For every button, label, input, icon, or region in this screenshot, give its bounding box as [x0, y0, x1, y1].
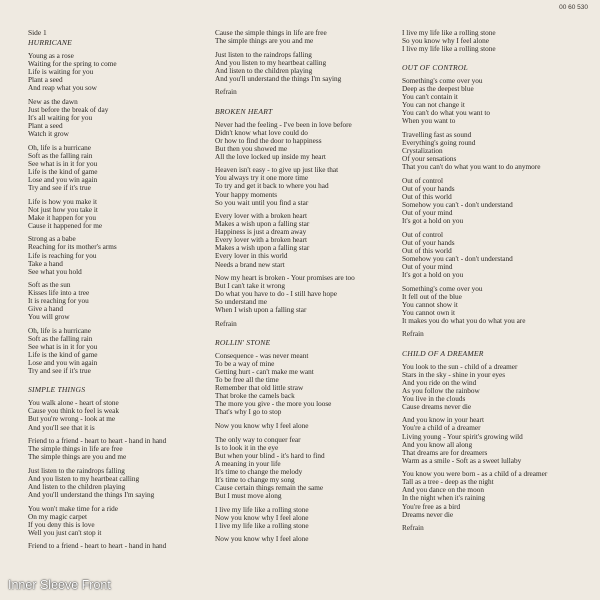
- lyric-line: Crystalization: [402, 147, 443, 156]
- song-block: [28, 39, 208, 375]
- lyric-line: Just before the break of day: [28, 105, 109, 114]
- song-title: HURRICANE: [28, 38, 72, 48]
- lyric-line: It's time to change my song: [215, 475, 295, 484]
- lyric-stanza: [215, 535, 395, 543]
- lyric-line: That you can't do what you want to do anymore: [402, 163, 541, 172]
- lyric-line: You can't do what you want to: [402, 109, 490, 118]
- lyric-line: Soft as the falling rain: [28, 335, 93, 344]
- lyric-line: Your happy moments: [215, 190, 278, 199]
- lyric-line: And reap what you sow: [28, 84, 97, 93]
- lyric-stanza: [215, 29, 395, 45]
- side-label: Side 1: [28, 28, 47, 37]
- lyric-line: Take a hand: [28, 259, 63, 268]
- lyric-line: Didn't know what love could do: [215, 128, 308, 137]
- lyric-line: If you deny this is love: [28, 520, 95, 529]
- lyric-line: Kisses life into a tree: [28, 289, 90, 298]
- lyric-line: But I can't take it wrong: [215, 282, 285, 291]
- lyric-line: Soft as the sun: [28, 281, 71, 290]
- lyric-line: And listen to the children playing: [215, 66, 313, 75]
- lyric-stanza: [28, 399, 208, 431]
- lyric-line: So understand me: [215, 298, 267, 307]
- lyric-line: All the love locked up inside my heart: [215, 152, 326, 161]
- lyric-line: Cause it happened for me: [28, 221, 103, 230]
- lyric-line: The only way to conquer fear: [215, 435, 301, 444]
- lyric-line: Out of control: [402, 230, 444, 239]
- lyric-line: Plant a seed: [28, 122, 63, 131]
- lyric-line: Friend to a friend - heart to heart - hand in hand: [28, 437, 167, 446]
- lyric-line: It is reaching for you: [28, 297, 89, 306]
- lyric-stanza: [402, 131, 600, 171]
- lyric-line: Every lover with a broken heart: [215, 212, 307, 221]
- lyric-stanza: [215, 51, 395, 83]
- lyric-line: And you'll understand the things I'm saying: [28, 491, 155, 500]
- lyric-stanza: [402, 470, 600, 518]
- lyric-line: See what is in it for you: [28, 159, 98, 168]
- lyric-line: Lose and you win again: [28, 175, 98, 184]
- lyric-line: Out of your mind: [402, 262, 453, 271]
- lyric-line: Living young - Your spirit's growing wild: [402, 432, 523, 441]
- lyric-line: As you follow the rainbow: [402, 386, 480, 395]
- lyric-line: Well you just can't stop it: [28, 528, 102, 537]
- refrain-marker: Refrain: [402, 524, 424, 533]
- lyric-line: So you wait until you find a star: [215, 198, 309, 207]
- lyric-line: And you dance on the moon: [402, 486, 484, 495]
- song-title: OUT OF CONTROL: [402, 63, 468, 73]
- lyric-line: You're free as a bird: [402, 502, 461, 511]
- lyric-line: Makes a wish upon a falling star: [215, 220, 310, 229]
- inner-sleeve-label: Inner Sleeve Front: [8, 578, 111, 592]
- lyric-line: You can not change it: [402, 101, 465, 110]
- lyric-line: It's got a hold on you: [402, 217, 464, 226]
- lyric-line: You won't make time for a ride: [28, 504, 118, 513]
- lyric-line: See what is in it for you: [28, 343, 98, 352]
- lyric-line: I live my life like a rolling stone: [215, 521, 309, 530]
- lyric-line: Life is waiting for you: [28, 68, 94, 77]
- lyric-line: Out of your hands: [402, 238, 455, 247]
- lyric-stanza: [215, 422, 395, 430]
- lyric-stanza: [28, 144, 208, 192]
- lyric-line: Cause certain things remain the same: [215, 483, 324, 492]
- lyric-line: But then you showed me: [215, 144, 288, 153]
- lyric-line: Oh, life is a hurricane: [28, 143, 92, 152]
- lyric-stanza: [28, 467, 208, 499]
- lyric-line: And you know all along: [402, 440, 473, 449]
- lyric-line: That's why I go to stop: [215, 408, 282, 417]
- song-title: CHILD OF A DREAMER: [402, 348, 484, 358]
- lyric-line: The simple things are you and me: [215, 37, 314, 46]
- lyric-line: Every lover in this world: [215, 252, 288, 261]
- lyric-stanza: [402, 29, 600, 53]
- lyric-line: Life is the kind of game: [28, 351, 98, 360]
- lyric-line: Everything's going round: [402, 139, 476, 148]
- lyric-line: You live in the clouds: [402, 394, 466, 403]
- lyric-line: Soft as the falling rain: [28, 151, 93, 160]
- lyric-line: Somehow you can't - don't understand: [402, 254, 513, 263]
- lyric-line: And you'll understand the things I'm saying: [215, 74, 342, 83]
- lyric-stanza: [28, 327, 208, 375]
- lyric-line: It's all waiting for you: [28, 114, 93, 123]
- lyric-line: I live my life like a rolling stone: [402, 45, 496, 54]
- lyric-line: To be free all the time: [215, 376, 279, 385]
- lyric-line: Out of your mind: [402, 209, 453, 218]
- lyric-stanza: [215, 352, 395, 416]
- lyric-line: Now you know why I feel alone: [215, 422, 309, 431]
- lyric-line: Travelling fast as sound: [402, 131, 472, 140]
- catalog-number: 00 60 530: [559, 4, 588, 11]
- lyric-line: But I must move along: [215, 492, 282, 500]
- lyric-line: Deep as the deepest blue: [402, 85, 474, 94]
- lyric-line: Reaching for its mother's arms: [28, 243, 117, 252]
- lyric-line: Stars in the sky - shine in your eyes: [402, 370, 506, 379]
- song-title: BROKEN HEART: [215, 106, 273, 116]
- lyric-line: Just listen to the raindrops falling: [215, 50, 312, 59]
- lyric-line: Just listen to the raindrops falling: [28, 466, 125, 475]
- lyric-stanza: [402, 177, 600, 225]
- lyric-line: Give a hand: [28, 305, 64, 314]
- song-title: ROLLIN' STONE: [215, 338, 271, 348]
- lyric-line: On my magic carpet: [28, 512, 87, 521]
- lyrics-column-1: [28, 29, 208, 562]
- lyric-line: And you listen to my heartbeat calling: [28, 474, 140, 483]
- lyric-line: And you listen to my heartbeat calling: [215, 58, 327, 67]
- lyric-line: Out of this world: [402, 192, 452, 201]
- lyric-line: Waiting for the spring to come: [28, 60, 117, 69]
- lyric-line: Watch it grow: [28, 130, 69, 139]
- lyric-line: Out of your hands: [402, 184, 455, 193]
- lyric-line: Out of control: [402, 176, 444, 185]
- lyric-line: It fell out of the blue: [402, 292, 462, 301]
- lyric-stanza: [215, 436, 395, 500]
- song-block: [215, 29, 395, 97]
- lyric-line: Friend to a friend - heart to heart - hand in hand: [28, 542, 167, 551]
- lyric-line: Never had the feeling - I've been in love before: [215, 120, 352, 129]
- lyric-line: Not just how you take it: [28, 205, 98, 214]
- song-block: [402, 29, 600, 53]
- lyric-line: Do what you have to do - I still have hope: [215, 290, 338, 299]
- lyric-line: It's time to change the melody: [215, 467, 303, 476]
- lyric-line: Make it happen for you: [28, 213, 97, 222]
- lyric-line: You will grow: [28, 313, 70, 322]
- lyric-stanza: [215, 121, 395, 161]
- lyric-line: That dreams are for dreamers: [402, 448, 488, 457]
- lyric-line: Now you know why I feel alone: [215, 535, 309, 544]
- lyric-stanza: [215, 506, 395, 530]
- lyric-line: I live my life like a rolling stone: [215, 505, 309, 514]
- lyric-line: But you're wrong - look at me: [28, 415, 116, 424]
- lyric-line: And you ride on the wind: [402, 378, 477, 387]
- lyric-line: Makes a wish upon a falling star: [215, 244, 310, 253]
- lyric-line: Cause you think to feel is weak: [28, 407, 120, 416]
- lyric-stanza: [215, 166, 395, 206]
- lyric-line: Tall as a tree - deep as the night: [402, 478, 494, 487]
- lyric-line: You can't contain it: [402, 93, 458, 102]
- lyric-stanza: [28, 235, 208, 275]
- lyric-stanza: [402, 231, 600, 279]
- lyric-stanza: [402, 285, 600, 325]
- lyric-line: A meaning in your life: [215, 459, 281, 468]
- lyric-line: See what you hold: [28, 267, 82, 276]
- lyric-line: Or how to find the door to happiness: [215, 136, 322, 145]
- lyric-line: And you know in your heart: [402, 416, 484, 425]
- song-block: [402, 350, 600, 533]
- lyric-line: Warm as a smile - Soft as a sweet lullaby: [402, 456, 522, 465]
- lyric-line: Getting hurt - can't make me want: [215, 368, 314, 377]
- lyric-line: To try and get it back to where you had: [215, 182, 329, 191]
- lyric-line: Young as a rose: [28, 52, 74, 61]
- song-block: [402, 64, 600, 338]
- lyric-line: When you want to: [402, 117, 456, 126]
- song-block: [215, 108, 395, 329]
- lyric-line: You're a child of a dreamer: [402, 424, 481, 433]
- lyric-line: Life is reaching for you: [28, 251, 97, 260]
- lyric-stanza: [402, 416, 600, 464]
- lyric-line: The simple things in life are free: [28, 445, 123, 454]
- lyric-line: And listen to the children playing: [28, 483, 126, 491]
- lyric-line: Dreams never die: [402, 510, 454, 519]
- lyric-stanza: [215, 212, 395, 268]
- lyric-line: Cause the simple things in life are free: [215, 29, 327, 37]
- lyric-line: The more you give - the more you loose: [215, 400, 332, 409]
- lyric-line: Oh, life is a hurricane: [28, 327, 92, 336]
- lyric-line: You know you were born - as a child of a dreamer: [402, 470, 548, 479]
- lyric-stanza: [28, 98, 208, 138]
- lyric-stanza: [28, 505, 208, 537]
- lyric-line: I live my life like a rolling stone: [402, 29, 496, 37]
- lyric-line: Cause dreams never die: [402, 402, 472, 411]
- lyric-line: That broke the camels back: [215, 392, 295, 401]
- lyric-line: Strong as a babe: [28, 235, 76, 244]
- lyric-stanza: [28, 198, 208, 230]
- lyrics-column-2: [215, 29, 395, 554]
- lyric-line: You cannot show it: [402, 300, 458, 309]
- lyric-line: Of your sensations: [402, 155, 457, 164]
- lyric-line: When I wish upon a falling star: [215, 306, 307, 315]
- song-block: [28, 386, 208, 550]
- lyric-line: Needs a brand new start: [215, 260, 285, 269]
- lyric-line: Try and see if it's true: [28, 183, 91, 192]
- lyric-line: You look to the sun - child of a dreamer: [402, 362, 518, 371]
- lyric-line: Now my heart is broken - Your promises are too: [215, 274, 355, 283]
- refrain-marker: Refrain: [402, 330, 424, 339]
- lyric-line: Something's come over you: [402, 77, 483, 86]
- lyric-line: Lose and you win again: [28, 359, 98, 368]
- lyric-line: New as the dawn: [28, 97, 78, 106]
- lyric-line: Something's come over you: [402, 284, 483, 293]
- refrain-marker: Refrain: [215, 88, 237, 97]
- lyric-line: Is to look it in the eye: [215, 443, 279, 452]
- lyric-line: It's got a hold on you: [402, 271, 464, 279]
- lyric-line: Heaven isn't easy - to give up just like that: [215, 166, 339, 175]
- lyric-line: You cannot own it: [402, 308, 456, 317]
- lyric-line: Out of this world: [402, 246, 452, 255]
- lyric-line: Every lover with a broken heart: [215, 236, 307, 245]
- lyric-line: Life is how you make it: [28, 197, 98, 206]
- lyric-line: But when your blind - it's hard to find: [215, 451, 325, 460]
- lyric-stanza: [215, 274, 395, 314]
- lyric-line: Happiness is just a dream away: [215, 228, 307, 237]
- lyric-line: Plant a seed: [28, 76, 63, 85]
- lyric-line: Consequence - was never meant: [215, 352, 309, 361]
- lyric-stanza: [402, 363, 600, 411]
- lyrics-column-3: [402, 29, 600, 543]
- lyric-line: Life is the kind of game: [28, 167, 98, 176]
- song-block: [215, 339, 395, 543]
- lyric-stanza: [28, 281, 208, 321]
- lyric-line: So you know why I feel alone: [402, 37, 489, 46]
- lyric-line: Now you know why I feel alone: [215, 513, 309, 522]
- lyric-line: Remember that old little straw: [215, 384, 304, 393]
- lyric-stanza: [28, 542, 208, 550]
- lyric-line: The simple things are you and me: [28, 453, 127, 462]
- lyric-line: It makes you do what you do what you are: [402, 316, 526, 325]
- lyric-line: And you'll see that it is: [28, 423, 95, 432]
- lyric-line: In the night when it's raining: [402, 494, 486, 503]
- lyric-stanza: [28, 52, 208, 92]
- lyric-stanza: [402, 77, 600, 125]
- song-title: SIMPLE THINGS: [28, 385, 86, 395]
- lyric-line: To be a way of mine: [215, 360, 275, 369]
- lyric-line: Try and see if it's true: [28, 367, 91, 376]
- lyric-line: You always try it one more time: [215, 174, 309, 183]
- lyric-stanza: [28, 437, 208, 461]
- lyric-line: You walk alone - heart of stone: [28, 399, 119, 408]
- lyric-line: Somehow you can't - don't understand: [402, 201, 513, 210]
- refrain-marker: Refrain: [215, 319, 237, 328]
